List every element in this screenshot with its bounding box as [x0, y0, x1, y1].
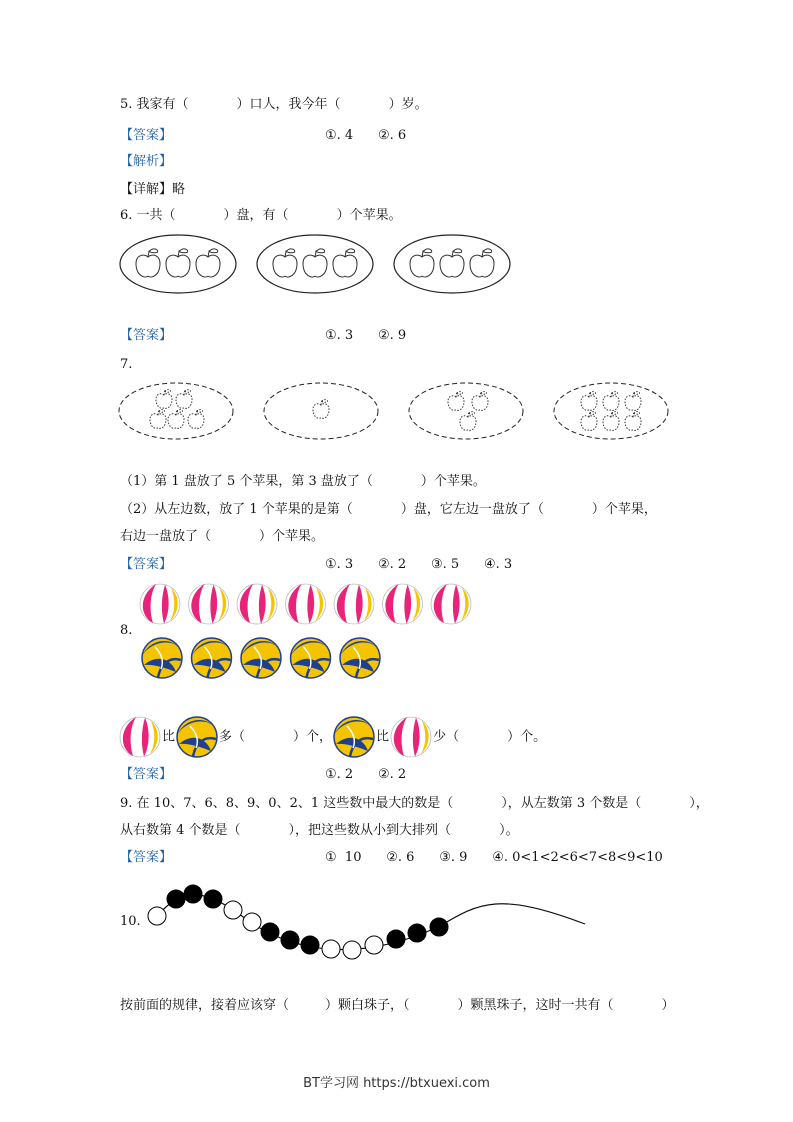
q10-number: 10.	[120, 914, 141, 929]
page-footer: BT学习网 https://btxuexi.com	[303, 1076, 490, 1091]
apple-icon	[313, 400, 329, 419]
q8-balls-figure	[138, 582, 478, 682]
plate	[119, 383, 233, 439]
beach-ball-icon	[140, 584, 180, 624]
plate	[554, 383, 668, 439]
q7-sub2: （2）从左边数，放了 1 个苹果的是第（ ）盘，它左边一盘放了（ ）个苹果，	[120, 502, 657, 517]
volleyball-icon	[334, 717, 374, 757]
apple-icon	[440, 249, 464, 277]
q9-line2: 从右数第 4 个数是（ ），把这些数从小到大排列（ ）。	[120, 823, 519, 838]
plate	[394, 235, 510, 293]
q7-sub2-cont: 右边一盘放了（ ）个苹果。	[120, 529, 325, 544]
black-bead	[204, 890, 222, 908]
apple-icon	[150, 410, 166, 429]
q9-line1: 9. 在 10、7、6、8、9、0、2、1 这些数中最大的数是（ ），从左数第 3 个数是（ ），	[120, 796, 709, 811]
apple-icon	[581, 412, 597, 431]
black-bead	[261, 923, 279, 941]
black-bead	[301, 936, 319, 954]
apple-icon	[303, 249, 327, 277]
q10-beads-figure	[140, 872, 600, 962]
volleyball-icon	[142, 638, 182, 678]
q8-number: 8.	[120, 623, 133, 638]
beach-ball-icon	[391, 717, 431, 757]
volleyball-icon	[241, 638, 281, 678]
q5-detail: 【详解】略	[120, 182, 186, 197]
beach-ball-icon	[118, 715, 162, 759]
q6-question: 6. 一共（ ）盘，有（ ）个苹果。	[120, 208, 402, 223]
white-bead	[224, 901, 242, 919]
apple-icon	[188, 410, 204, 429]
apple-icon	[581, 392, 597, 411]
apple-icon	[136, 249, 160, 277]
q5-question: 5. 我家有（ ）口人，我今年（ ）岁。	[120, 97, 428, 112]
black-bead	[408, 924, 426, 942]
volleyball-icon	[340, 638, 380, 678]
beach-ball-icon	[431, 584, 471, 624]
apple-icon	[168, 410, 184, 429]
q5-analysis-tag: 【解析】	[120, 154, 173, 169]
apple-icon	[333, 249, 357, 277]
apple-icon	[273, 249, 297, 277]
volleyball-icon	[175, 715, 219, 759]
beach-ball-icon	[286, 584, 326, 624]
volleyball-icon	[291, 638, 331, 678]
plate	[120, 235, 236, 293]
apple-icon	[156, 390, 172, 409]
beach-ball-icon	[383, 584, 423, 624]
black-bead	[430, 918, 448, 936]
q7-number: 7.	[120, 357, 133, 372]
white-bead	[148, 907, 166, 925]
beach-ball-icon	[389, 715, 433, 759]
q8-question: 比 多（ ）个， 比 少（ ）个。	[118, 715, 546, 759]
beach-ball-icon	[189, 584, 229, 624]
apple-icon	[625, 412, 641, 431]
apple-icon	[472, 392, 488, 411]
q8-answer: 【答案】 ①. 2 ②. 2	[120, 767, 407, 782]
apple-icon	[448, 392, 464, 411]
white-bead	[343, 941, 361, 959]
black-bead	[281, 931, 299, 949]
q10-question: 按前面的规律，接着应该穿（ ）颗白珠子，（ ）颗黑珠子，这时一共有（ ）	[120, 998, 675, 1013]
volleyball-icon	[192, 638, 232, 678]
plate	[264, 383, 378, 439]
white-bead	[322, 940, 340, 958]
apple-icon	[625, 392, 641, 411]
black-bead	[184, 885, 202, 903]
volleyball-icon	[177, 717, 217, 757]
apple-icon	[166, 249, 190, 277]
q6-plates-figure	[115, 232, 515, 296]
apple-icon	[603, 412, 619, 431]
q7-sub1: （1）第 1 盘放了 5 个苹果，第 3 盘放了（ ）个苹果。	[120, 474, 486, 489]
plate	[409, 383, 523, 439]
black-bead	[387, 930, 405, 948]
white-bead	[243, 913, 261, 931]
q5-answer: 【答案】 ①. 4 ②. 6	[120, 128, 407, 143]
q9-answer-line: 【答案】 ① 10 ②. 6 ③. 9 ④. 0<1<2<6<7<8<9<10	[120, 850, 663, 865]
plate	[257, 235, 373, 293]
apple-icon	[176, 390, 192, 409]
q7-answer: 【答案】 ①. 3 ②. 2 ③. 5 ④. 3	[120, 557, 513, 572]
apple-icon	[460, 412, 476, 431]
volleyball-icon	[332, 715, 376, 759]
apple-icon	[196, 249, 220, 277]
q7-plates-figure	[115, 380, 675, 442]
apple-icon	[603, 392, 619, 411]
q6-answer: 【答案】 ①. 3 ②. 9	[120, 328, 407, 343]
apple-icon	[470, 249, 494, 277]
black-bead	[167, 890, 185, 908]
beach-ball-icon	[120, 717, 160, 757]
apple-icon	[410, 249, 434, 277]
white-bead	[365, 936, 383, 954]
beach-ball-icon	[237, 584, 277, 624]
beach-ball-icon	[334, 584, 374, 624]
